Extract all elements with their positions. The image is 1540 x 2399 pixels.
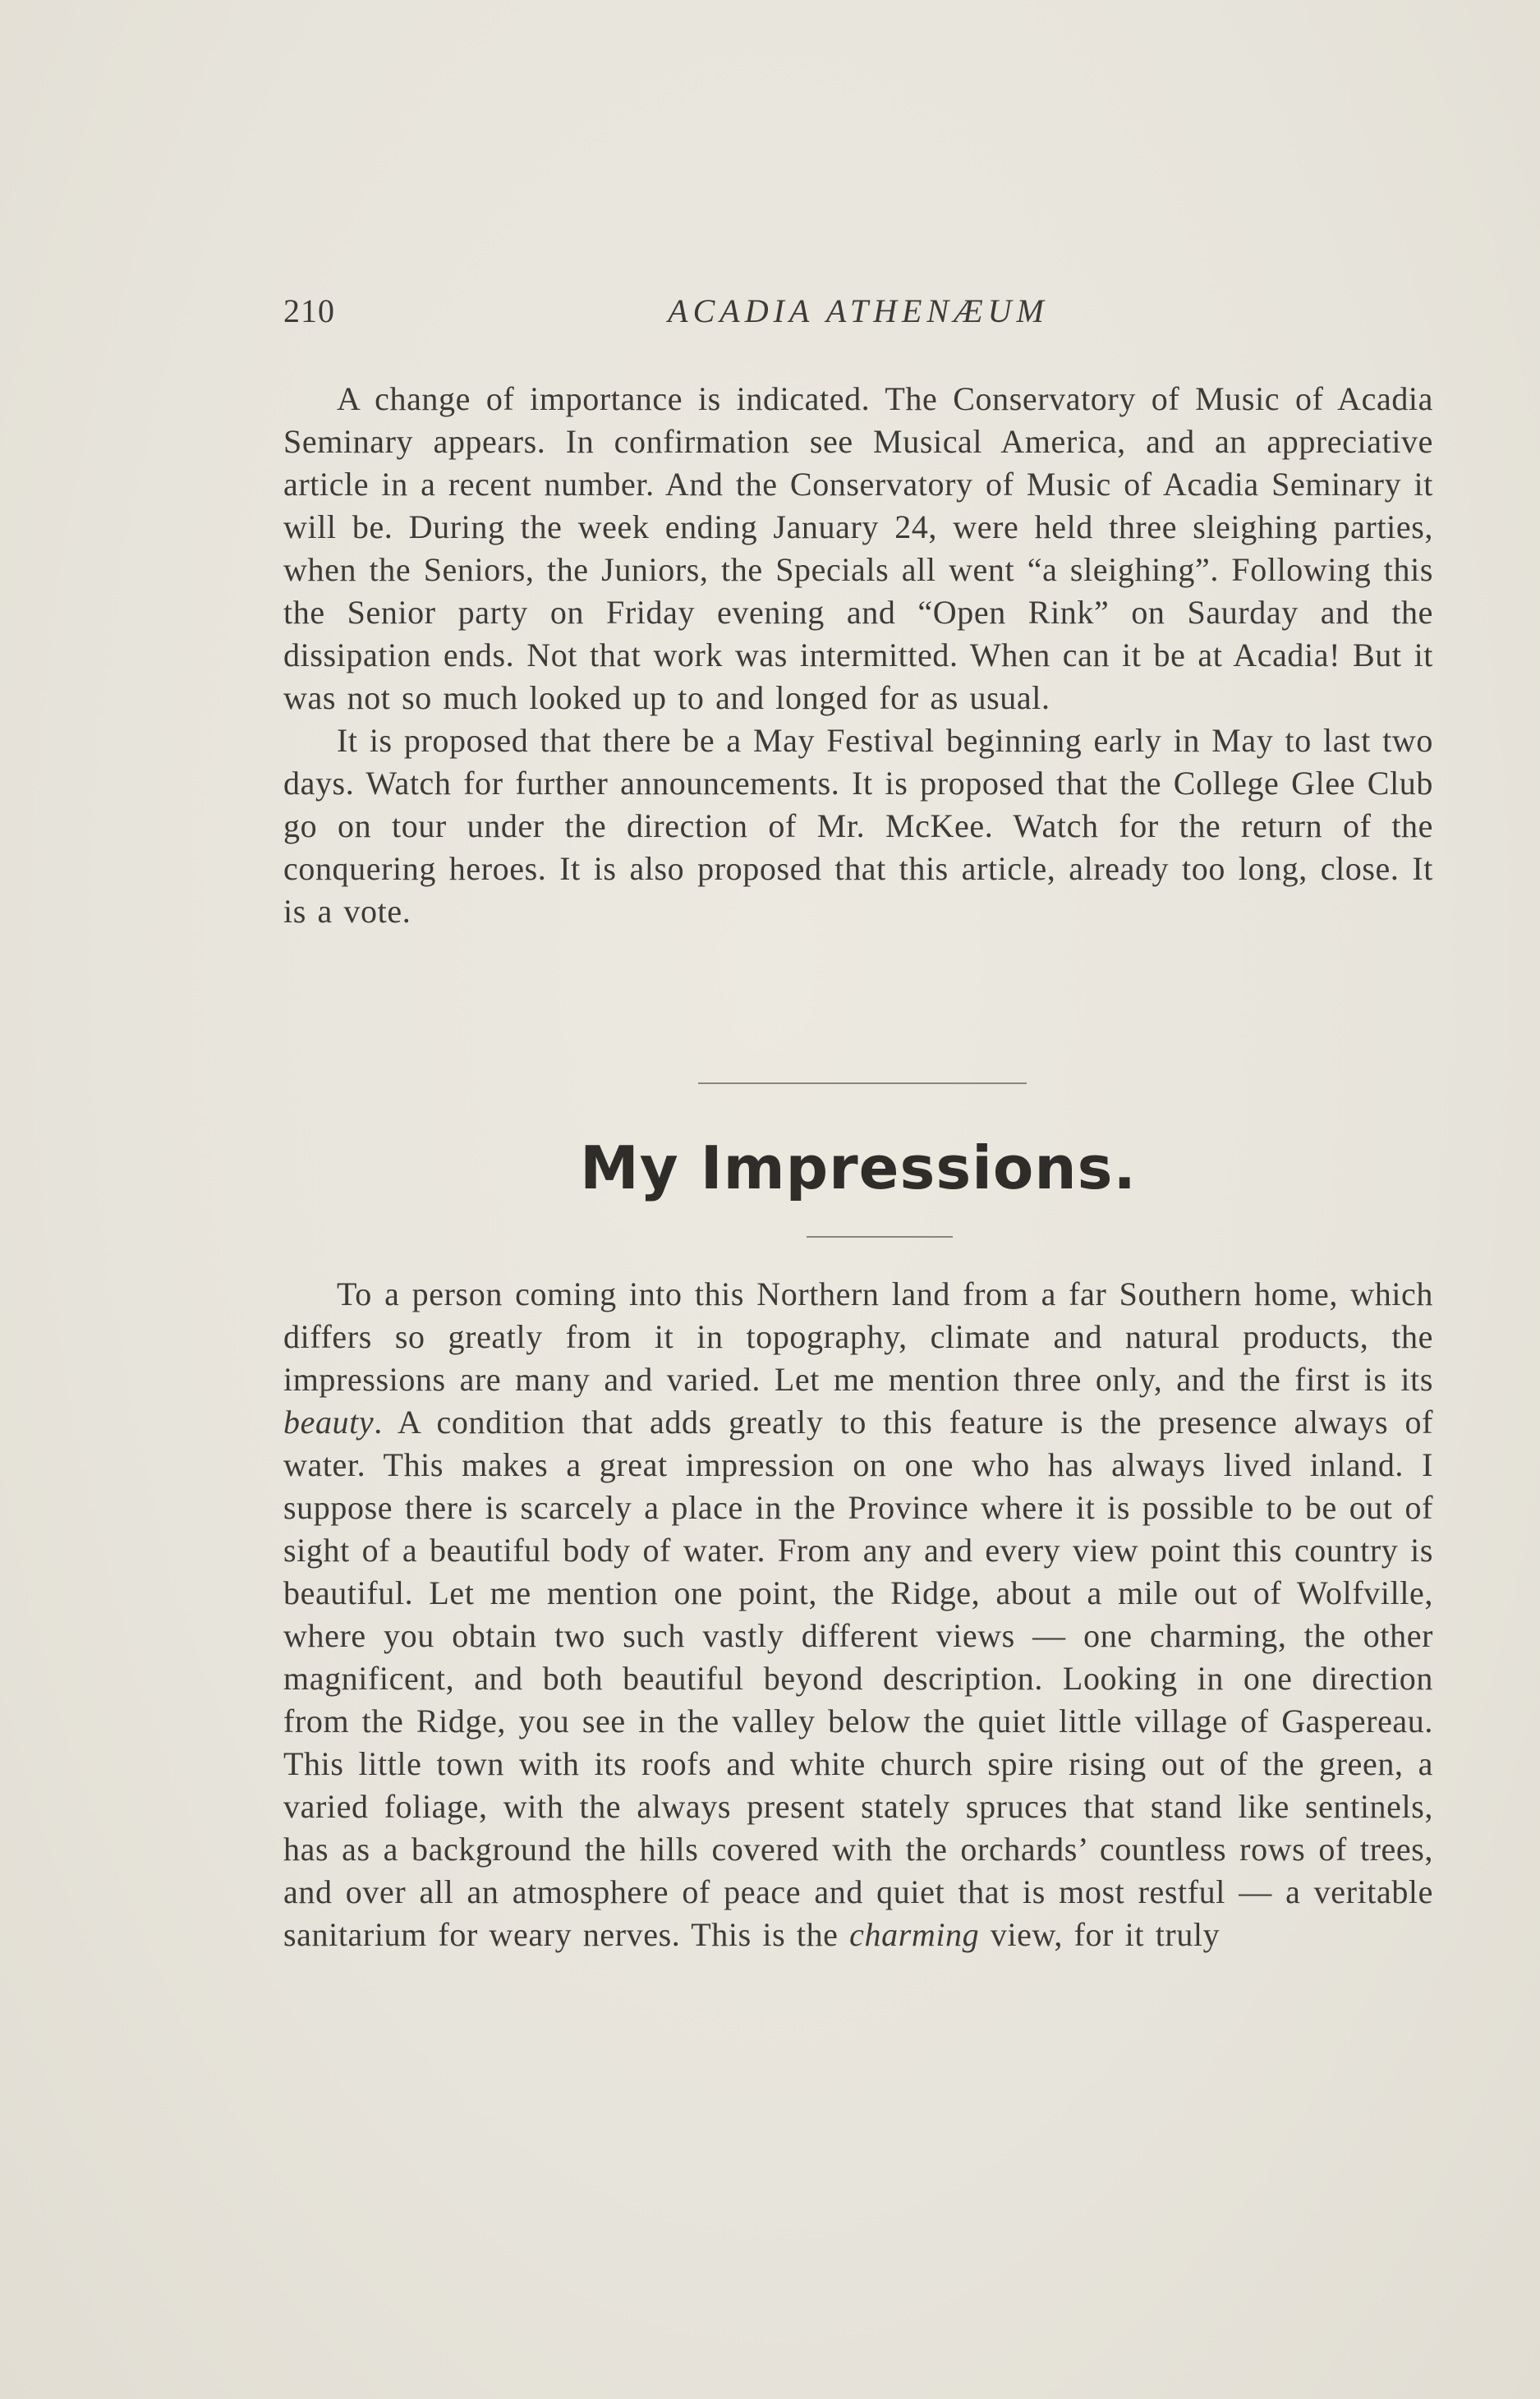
text-run: To a person coming into this Northern land from a far Southern home, which differs so greatly from it in topography, climate and natural products, the impressions are many and varied. Let me mention three only, and the first is its <box>283 1275 1433 1398</box>
text-run: . A condition that adds greatly to this feature is the presence always of water. This makes a great impression on one who has always lived inland. I suppose there is scarcely a place in the Province where it is possible to be out of sight of a beautiful body of water. From any and every view point this country is beautiful. Let me mention one point, the Ridge, about a mile out of Wolfville, where you obtain two such vastly different views — one charming, the other magnificent, and both beautiful beyond description. Looking in one direction from the Ridge, you see in the valley below the quiet little village of Gaspereau. This little town with its roofs and white church spire rising out of the green, a varied foliage, with the always present stately spruces that stand like sentinels, has as a background the hills covered with the orchards’ countless rows of trees, and over all an atmosphere of peace and quiet that is most restful — a veritable sanitarium for weary nerves. This is the <box>283 1404 1433 1953</box>
text-run: view, for it truly <box>979 1916 1221 1953</box>
emphasis-beauty: beauty <box>283 1404 375 1441</box>
paragraph: A change of importance is indicated. The Conservatory of Music of Acadia Seminary appears. In confirmation see Musical America, and an appreciative article in a recent number. And the Conservatory of Music of Acadia Seminary it will be. During the week ending January 24, were held three sleighing parties, when the Seniors, the Juniors, the Specials all went “a sleighing”. Following this the Senior party on Friday evening and “Open Rink” on Saurday and the dissipation ends. Not that work was intermitted. When can it be at Acadia! But it was not so much looked up to and longed for as usual. <box>283 380 1433 716</box>
article-title: My Impressions. <box>580 1133 1137 1202</box>
section-divider-rule <box>698 1082 1027 1084</box>
article-body <box>283 1273 1433 1956</box>
running-head: ACADIA ATHENÆUM <box>668 292 1049 329</box>
paragraph <box>283 1273 1433 1956</box>
page-header <box>283 292 1433 341</box>
page-number: 210 <box>283 292 335 329</box>
title-underline-rule <box>807 1236 953 1238</box>
preceding-article-text <box>283 378 1433 933</box>
emphasis-charming: charming <box>849 1916 980 1953</box>
paragraph: It is proposed that there be a May Festival beginning early in May to last two days. Watch for further announcements. It is proposed that the College Glee Club go on tour under the direction of Mr. McKee. Watch for the return of the conquering heroes. It is also proposed that this article, already too long, close. It is a vote. <box>283 722 1433 930</box>
